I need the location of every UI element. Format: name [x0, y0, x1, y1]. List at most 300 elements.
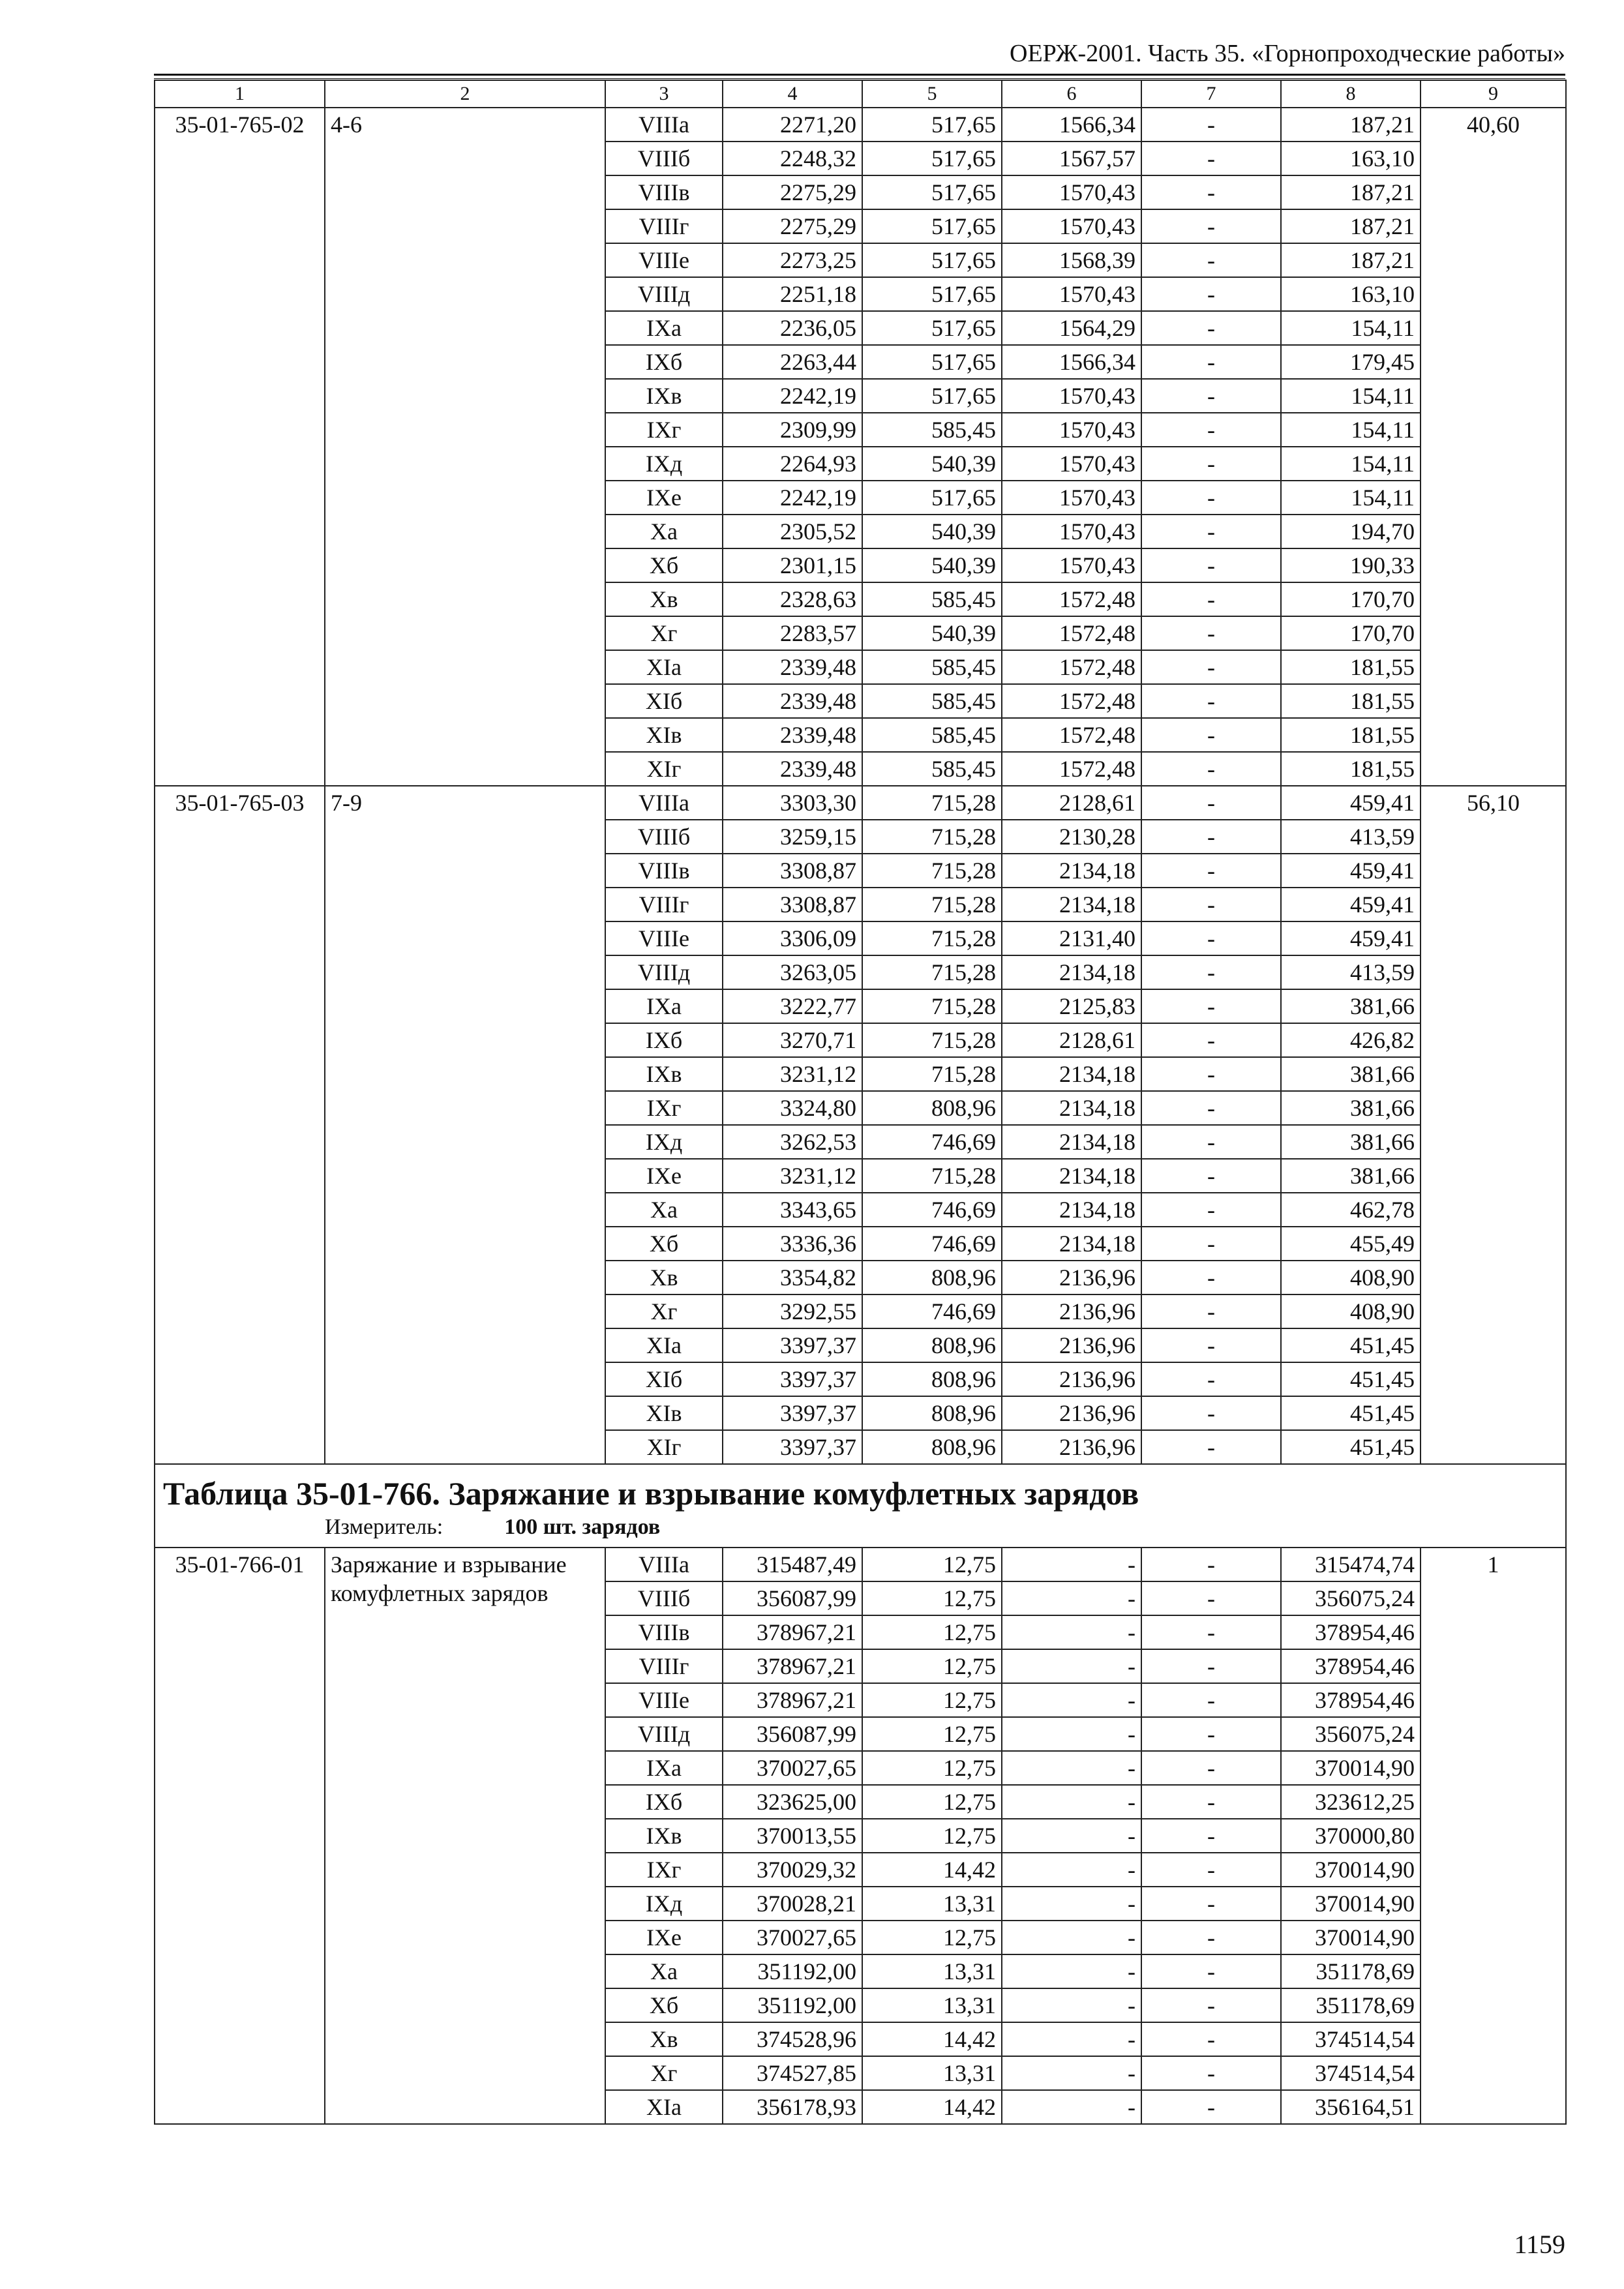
value-cell: 179,45 [1281, 345, 1421, 379]
value-cell: 370014,90 [1281, 1887, 1421, 1921]
meter-label: Измеритель: [325, 1515, 444, 1539]
value-cell: - [1002, 2056, 1141, 2090]
value-cell: 808,96 [862, 1430, 1002, 1464]
value-cell: 1570,43 [1002, 413, 1141, 447]
category-cell: IXд [605, 1887, 723, 1921]
value-cell: 517,65 [862, 345, 1002, 379]
category-cell: IXе [605, 481, 723, 515]
value-cell: - [1141, 379, 1281, 413]
category-cell: IXе [605, 1921, 723, 1954]
value-cell: 585,45 [862, 582, 1002, 616]
value-cell: - [1141, 1294, 1281, 1328]
value-cell: 2134,18 [1002, 1227, 1141, 1261]
value-cell: 3336,36 [723, 1227, 862, 1261]
category-cell: IXа [605, 1751, 723, 1785]
value-cell: 2339,48 [723, 684, 862, 718]
value-cell: 1570,43 [1002, 481, 1141, 515]
value-cell: 13,31 [862, 1988, 1002, 2022]
value-cell: 187,21 [1281, 175, 1421, 209]
value-cell: 351192,00 [723, 1954, 862, 1988]
value-cell: 2339,48 [723, 650, 862, 684]
value-cell: 2136,96 [1002, 1362, 1141, 1396]
value-cell: 715,28 [862, 1159, 1002, 1193]
category-cell: IXе [605, 1159, 723, 1193]
meter-value: 100 шт. зарядов [504, 1515, 661, 1539]
rates-table [154, 80, 1567, 2125]
value-cell: 381,66 [1281, 1125, 1421, 1159]
value-cell: 378967,21 [723, 1615, 862, 1649]
value-cell: - [1141, 854, 1281, 888]
category-cell: IXд [605, 1125, 723, 1159]
value-cell: 315474,74 [1281, 1548, 1421, 1581]
value-cell: - [1141, 1548, 1281, 1581]
value-cell: - [1141, 718, 1281, 752]
value-cell: 808,96 [862, 1261, 1002, 1294]
value-cell: 356164,51 [1281, 2090, 1421, 2124]
table-title-cell [155, 1464, 1566, 1548]
value-cell: - [1141, 752, 1281, 786]
value-cell: 2125,83 [1002, 989, 1141, 1023]
value-cell: 1570,43 [1002, 515, 1141, 548]
value-cell: - [1141, 1819, 1281, 1853]
value-cell: 2136,96 [1002, 1294, 1141, 1328]
value-cell: - [1141, 1193, 1281, 1227]
value-cell: - [1141, 2090, 1281, 2124]
value-cell: - [1141, 548, 1281, 582]
value-cell: 356075,24 [1281, 1581, 1421, 1615]
value-cell: - [1141, 1396, 1281, 1430]
work-name-text: Заряжание и взрывание комуфлетных зарядов [331, 1551, 567, 1606]
value-cell: - [1141, 1785, 1281, 1819]
value-cell: 413,59 [1281, 820, 1421, 854]
value-cell: 374527,85 [723, 2056, 862, 2090]
value-cell: 181,55 [1281, 718, 1421, 752]
value-cell: 3308,87 [723, 854, 862, 888]
work-name-text: 4-6 [331, 112, 362, 138]
value-cell: 746,69 [862, 1227, 1002, 1261]
value-cell: 3397,37 [723, 1328, 862, 1362]
value-cell: 715,28 [862, 888, 1002, 921]
value-cell: - [1002, 1649, 1141, 1683]
category-cell: XIа [605, 650, 723, 684]
value-cell: - [1141, 1581, 1281, 1615]
category-cell: XIа [605, 1328, 723, 1362]
value-cell: 3354,82 [723, 1261, 862, 1294]
category-cell: VIIIд [605, 277, 723, 311]
value-cell: 154,11 [1281, 481, 1421, 515]
value-cell: 2275,29 [723, 209, 862, 243]
value-cell: - [1141, 175, 1281, 209]
value-cell: 3263,05 [723, 955, 862, 989]
category-cell: XIг [605, 752, 723, 786]
value-cell: 2248,32 [723, 142, 862, 175]
column-number-row [155, 80, 1566, 108]
value-cell: 3259,15 [723, 820, 862, 854]
category-cell: VIIIб [605, 142, 723, 175]
value-cell: 1570,43 [1002, 548, 1141, 582]
value-cell: - [1141, 515, 1281, 548]
value-cell: 351178,69 [1281, 1988, 1421, 2022]
category-cell: VIIIг [605, 209, 723, 243]
category-cell: Xв [605, 2022, 723, 2056]
value-cell: - [1002, 2022, 1141, 2056]
value-cell: 370014,90 [1281, 1751, 1421, 1785]
value-cell: 459,41 [1281, 888, 1421, 921]
category-cell: Xб [605, 1988, 723, 2022]
value-cell: - [1141, 311, 1281, 345]
labor-cost: 40,60 [1421, 108, 1566, 786]
value-cell: 12,75 [862, 1649, 1002, 1683]
value-cell: 2339,48 [723, 752, 862, 786]
work-name [325, 786, 605, 1464]
value-cell: - [1141, 447, 1281, 481]
table-row [155, 786, 1566, 820]
category-cell: Xв [605, 1261, 723, 1294]
value-cell: 3308,87 [723, 888, 862, 921]
value-cell: 170,70 [1281, 582, 1421, 616]
value-cell: - [1141, 1328, 1281, 1362]
value-cell: 451,45 [1281, 1396, 1421, 1430]
value-cell: 2273,25 [723, 243, 862, 277]
value-cell: 1572,48 [1002, 582, 1141, 616]
value-cell: 154,11 [1281, 447, 1421, 481]
value-cell: 3397,37 [723, 1430, 862, 1464]
value-cell: 374514,54 [1281, 2022, 1421, 2056]
value-cell: - [1002, 1819, 1141, 1853]
value-cell: 351192,00 [723, 1988, 862, 2022]
value-cell: 2134,18 [1002, 854, 1141, 888]
value-cell: 1570,43 [1002, 277, 1141, 311]
value-cell: - [1002, 1683, 1141, 1717]
category-cell: VIIIв [605, 854, 723, 888]
value-cell: - [1002, 1615, 1141, 1649]
value-cell: 2136,96 [1002, 1396, 1141, 1430]
value-cell: - [1141, 2022, 1281, 2056]
header-rule [154, 74, 1565, 76]
value-cell: - [1141, 1057, 1281, 1091]
value-cell: 517,65 [862, 277, 1002, 311]
value-cell: 2264,93 [723, 447, 862, 481]
value-cell: 2131,40 [1002, 921, 1141, 955]
value-cell: 1570,43 [1002, 379, 1141, 413]
value-cell: 12,75 [862, 1615, 1002, 1649]
value-cell: 351178,69 [1281, 1954, 1421, 1988]
table-row [155, 108, 1566, 142]
table-body [155, 80, 1566, 2124]
value-cell: 370014,90 [1281, 1921, 1421, 1954]
value-cell: 381,66 [1281, 1159, 1421, 1193]
value-cell: 1570,43 [1002, 175, 1141, 209]
value-cell: 1566,34 [1002, 345, 1141, 379]
value-cell: 2283,57 [723, 616, 862, 650]
value-cell: 517,65 [862, 379, 1002, 413]
value-cell: 455,49 [1281, 1227, 1421, 1261]
value-cell: - [1002, 1988, 1141, 2022]
value-cell: 370029,32 [723, 1853, 862, 1887]
value-cell: 163,10 [1281, 277, 1421, 311]
value-cell: - [1141, 1091, 1281, 1125]
value-cell: 1568,39 [1002, 243, 1141, 277]
column-number: 1 [155, 80, 325, 108]
category-cell: VIIIв [605, 1615, 723, 1649]
value-cell: 323625,00 [723, 1785, 862, 1819]
value-cell: 808,96 [862, 1328, 1002, 1362]
category-cell: XIб [605, 684, 723, 718]
category-cell: XIа [605, 2090, 723, 2124]
category-cell: VIIIд [605, 955, 723, 989]
category-cell: XIв [605, 718, 723, 752]
value-cell: 323612,25 [1281, 1785, 1421, 1819]
value-cell: 154,11 [1281, 311, 1421, 345]
value-cell: 13,31 [862, 2056, 1002, 2090]
column-number: 8 [1281, 80, 1421, 108]
value-cell: 451,45 [1281, 1430, 1421, 1464]
value-cell: - [1141, 1023, 1281, 1057]
value-cell: 517,65 [862, 311, 1002, 345]
labor-cost: 56,10 [1421, 786, 1566, 1464]
value-cell: 715,28 [862, 955, 1002, 989]
value-cell: 2236,05 [723, 311, 862, 345]
value-cell: 370000,80 [1281, 1819, 1421, 1853]
value-cell: 13,31 [862, 1954, 1002, 1988]
value-cell: 408,90 [1281, 1261, 1421, 1294]
value-cell: 370027,65 [723, 1921, 862, 1954]
category-cell: Xг [605, 2056, 723, 2090]
value-cell: - [1002, 2090, 1141, 2124]
value-cell: 378967,21 [723, 1683, 862, 1717]
value-cell: - [1141, 277, 1281, 311]
value-cell: 459,41 [1281, 921, 1421, 955]
value-cell: 585,45 [862, 413, 1002, 447]
value-cell: 2251,18 [723, 277, 862, 311]
value-cell: 1570,43 [1002, 447, 1141, 481]
work-name-text: 7-9 [331, 790, 362, 816]
value-cell: - [1141, 1887, 1281, 1921]
value-cell: 378967,21 [723, 1649, 862, 1683]
category-cell: Xа [605, 515, 723, 548]
value-cell: 2128,61 [1002, 1023, 1141, 1057]
value-cell: 2136,96 [1002, 1261, 1141, 1294]
category-cell: IXг [605, 1853, 723, 1887]
value-cell: 370014,90 [1281, 1853, 1421, 1887]
value-cell: - [1002, 1548, 1141, 1581]
value-cell: 517,65 [862, 108, 1002, 142]
column-number: 9 [1421, 80, 1566, 108]
value-cell: 181,55 [1281, 684, 1421, 718]
meter-line [163, 1513, 1557, 1542]
value-cell: 2301,15 [723, 548, 862, 582]
value-cell: 356087,99 [723, 1717, 862, 1751]
category-cell: VIIIе [605, 1683, 723, 1717]
category-cell: VIIIг [605, 888, 723, 921]
value-cell: 3397,37 [723, 1396, 862, 1430]
value-cell: 746,69 [862, 1125, 1002, 1159]
value-cell: - [1002, 1751, 1141, 1785]
value-cell: 3231,12 [723, 1057, 862, 1091]
value-cell: 14,42 [862, 2022, 1002, 2056]
page-number: 1159 [1514, 2230, 1565, 2259]
category-cell: IXб [605, 1785, 723, 1819]
value-cell: 2130,28 [1002, 820, 1141, 854]
category-cell: VIIIе [605, 243, 723, 277]
value-cell: - [1141, 888, 1281, 921]
work-name [325, 1548, 605, 2124]
value-cell: 808,96 [862, 1396, 1002, 1430]
value-cell: 1572,48 [1002, 650, 1141, 684]
value-cell: 585,45 [862, 718, 1002, 752]
value-cell: 187,21 [1281, 209, 1421, 243]
value-cell: 3292,55 [723, 1294, 862, 1328]
value-cell: 2271,20 [723, 108, 862, 142]
value-cell: 540,39 [862, 548, 1002, 582]
value-cell: - [1002, 1717, 1141, 1751]
value-cell: 3343,65 [723, 1193, 862, 1227]
value-cell: - [1141, 1261, 1281, 1294]
category-cell: XIв [605, 1396, 723, 1430]
value-cell: - [1141, 209, 1281, 243]
category-cell: VIIIа [605, 786, 723, 820]
value-cell: 2242,19 [723, 481, 862, 515]
value-cell: 715,28 [862, 1023, 1002, 1057]
value-cell: - [1141, 650, 1281, 684]
value-cell: 2309,99 [723, 413, 862, 447]
column-number: 4 [723, 80, 862, 108]
value-cell: 2275,29 [723, 175, 862, 209]
value-cell: 2339,48 [723, 718, 862, 752]
value-cell: 3222,77 [723, 989, 862, 1023]
value-cell: 2134,18 [1002, 1091, 1141, 1125]
value-cell: 315487,49 [723, 1548, 862, 1581]
category-cell: VIIIд [605, 1717, 723, 1751]
value-cell: 356178,93 [723, 2090, 862, 2124]
category-cell: VIIIе [605, 921, 723, 955]
value-cell: 378954,46 [1281, 1615, 1421, 1649]
value-cell: 715,28 [862, 820, 1002, 854]
value-cell: 378954,46 [1281, 1683, 1421, 1717]
value-cell: 3270,71 [723, 1023, 862, 1057]
value-cell: 3306,09 [723, 921, 862, 955]
rate-code: 35-01-765-02 [155, 108, 325, 786]
value-cell: - [1141, 243, 1281, 277]
value-cell: 2136,96 [1002, 1430, 1141, 1464]
labor-cost: 1 [1421, 1548, 1566, 2124]
category-cell: Xв [605, 582, 723, 616]
table-title-row [155, 1464, 1566, 1548]
value-cell: 585,45 [862, 650, 1002, 684]
rate-code: 35-01-765-03 [155, 786, 325, 1464]
value-cell: 12,75 [862, 1819, 1002, 1853]
value-cell: 517,65 [862, 209, 1002, 243]
value-cell: - [1141, 1988, 1281, 2022]
category-cell: VIIIг [605, 1649, 723, 1683]
value-cell: 3397,37 [723, 1362, 862, 1396]
value-cell: 370013,55 [723, 1819, 862, 1853]
category-cell: IXа [605, 989, 723, 1023]
value-cell: 378954,46 [1281, 1649, 1421, 1683]
value-cell: 190,33 [1281, 548, 1421, 582]
category-cell: VIIIа [605, 108, 723, 142]
value-cell: 370027,65 [723, 1751, 862, 1785]
value-cell: - [1141, 481, 1281, 515]
value-cell: 517,65 [862, 481, 1002, 515]
value-cell: 1567,57 [1002, 142, 1141, 175]
value-cell: 715,28 [862, 786, 1002, 820]
value-cell: 413,59 [1281, 955, 1421, 989]
value-cell: 808,96 [862, 1362, 1002, 1396]
value-cell: 462,78 [1281, 1193, 1421, 1227]
value-cell: 154,11 [1281, 379, 1421, 413]
value-cell: 2134,18 [1002, 888, 1141, 921]
value-cell: 356087,99 [723, 1581, 862, 1615]
value-cell: 374528,96 [723, 2022, 862, 2056]
value-cell: 3324,80 [723, 1091, 862, 1125]
value-cell: 715,28 [862, 1057, 1002, 1091]
value-cell: - [1002, 1853, 1141, 1887]
value-cell: 381,66 [1281, 1091, 1421, 1125]
category-cell: IXв [605, 1819, 723, 1853]
category-cell: VIIIв [605, 175, 723, 209]
category-cell: IXа [605, 311, 723, 345]
category-cell: Xа [605, 1954, 723, 1988]
value-cell: 163,10 [1281, 142, 1421, 175]
value-cell: 181,55 [1281, 752, 1421, 786]
category-cell: IXг [605, 1091, 723, 1125]
value-cell: 381,66 [1281, 1057, 1421, 1091]
value-cell: 1572,48 [1002, 616, 1141, 650]
value-cell: - [1141, 1921, 1281, 1954]
value-cell: 187,21 [1281, 243, 1421, 277]
column-number: 3 [605, 80, 723, 108]
value-cell: 13,31 [862, 1887, 1002, 1921]
value-cell: - [1141, 786, 1281, 820]
value-cell: - [1002, 1921, 1141, 1954]
value-cell: 459,41 [1281, 786, 1421, 820]
value-cell: - [1141, 108, 1281, 142]
value-cell: 2328,63 [723, 582, 862, 616]
value-cell: - [1141, 1430, 1281, 1464]
value-cell: 12,75 [862, 1717, 1002, 1751]
value-cell: - [1141, 1954, 1281, 1988]
value-cell: 170,70 [1281, 616, 1421, 650]
value-cell: 1572,48 [1002, 684, 1141, 718]
column-number: 7 [1141, 80, 1281, 108]
value-cell: - [1141, 989, 1281, 1023]
category-cell: VIIIа [605, 1548, 723, 1581]
value-cell: - [1002, 1954, 1141, 1988]
value-cell: 585,45 [862, 684, 1002, 718]
value-cell: 2134,18 [1002, 1057, 1141, 1091]
value-cell: 1572,48 [1002, 718, 1141, 752]
value-cell: 3303,30 [723, 786, 862, 820]
value-cell: 14,42 [862, 1853, 1002, 1887]
category-cell: VIIIб [605, 820, 723, 854]
table-title: Таблица 35-01-766. Заряжание и взрывание комуфлетных зарядов [163, 1475, 1139, 1512]
value-cell: 2134,18 [1002, 1159, 1141, 1193]
value-cell: 451,45 [1281, 1362, 1421, 1396]
value-cell: 808,96 [862, 1091, 1002, 1125]
value-cell: 2242,19 [723, 379, 862, 413]
value-cell: - [1141, 1751, 1281, 1785]
value-cell: 1572,48 [1002, 752, 1141, 786]
value-cell: 2136,96 [1002, 1328, 1141, 1362]
value-cell: 3231,12 [723, 1159, 862, 1193]
value-cell: 746,69 [862, 1294, 1002, 1328]
value-cell: 459,41 [1281, 854, 1421, 888]
value-cell: 1566,34 [1002, 108, 1141, 142]
value-cell: 187,21 [1281, 108, 1421, 142]
category-cell: XIг [605, 1430, 723, 1464]
value-cell: 517,65 [862, 142, 1002, 175]
